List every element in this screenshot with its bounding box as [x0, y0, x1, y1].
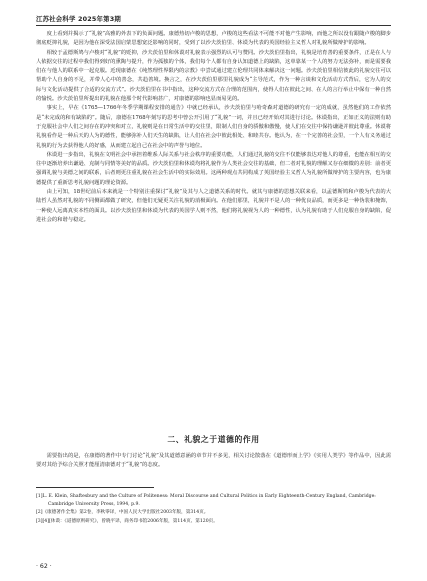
page-number: · 62 ·	[36, 563, 52, 570]
main-body	[36, 30, 391, 428]
paragraph: 由上可知，18世纪前后本来就是一个特别注重探讨“礼貌”及其与人之道德关系的时代。就其与康德的思想关联来看，以孟德斯鸠和卢梭为代表的大陆哲人虽然对礼貌的不同侧面都做了研究，但他们无疑更关注礼貌的消极面向。在他们那里，礼貌并不是人的一种优良品质，而更多是一种伪装和掩饰，一种使人远离真实本性的面具。以沙夫茨伯里和休谟为代表的英国学人则不然，他们将礼貌视为人的一种德性，认为礼貌有助于人们克服自身的缺陷，促进社会的和谐与稳定。	[36, 189, 391, 223]
footnote: [3][4][休谟：《道德原则研究》，曾晓平译，商务印书馆2006年版，第114页、第120页。	[36, 518, 218, 524]
paragraph: 休谟进一步指出，礼貌在文明社会中承担着维系人际关系与社会秩序的重要功能，人们通过礼貌的交往不仅能够表达对他人的尊重，也能在相互的交往中逐渐培养出谦逊、克制与同情等美好的品质。沙夫茨伯里和休谟均将礼貌作为人类社会交往的基础，但二者对礼貌的理解又存在细微的差别：前者更强调礼貌与美德之间的联系，后者则更注重礼貌在社会生活中的实际效用。这两种观点共同构成了英国经验主义哲人为礼貌所做辩护的主要内容，也为康德提供了重新思考礼貌问题的理论资源。	[36, 151, 391, 186]
paragraph: 需要指出的是，在康德的著作中专门讨论“礼貌”及其道德意涵的章节并不多见，相关讨论散落在《道德形而上学》《实用人类学》等作品中，因此需要对其给予综合关照才能厘清康德对于“礼貌”的态度。	[36, 453, 391, 469]
journal-title: 江苏社会科学 2025年第3期	[36, 15, 121, 23]
paragraph: 事实上，早在《1765—1766年冬季学期课程安排的通告》中就已经承认，沙夫茨伯里与哈奇森对道德的研究有一定的成就，虽然他们的工作依然是“未完成的和有缺陷的”。随后，康德在1768年刻写的思考中曾公开引用了“礼貌”一词，并且已经开始对其进行讨论。休谟指出，正如正义的法则有助于克服社会中人们之间存在的冲突和对立，礼貌则是在日常生活中的交往里，限制人们自身的骄傲和傲慢，使人们在交往中保持谦逊并彼此尊重。休谟将礼貌看作是一种后天的人为的德性，能够弥补人们天生的缺陷，让人们在社会中彼此相处、和睦共存。他认为，在一个完善的社会里，一个人有义务通过礼貌的行为去获得他人的好感，从而建立起自己在社会中的声誉与地位。	[36, 105, 391, 149]
footnote: [2]《康德著作全集》第2卷，李秋零译，中国人民大学出版社2003年版，第314页。	[36, 510, 209, 516]
section-body	[36, 452, 391, 480]
section-heading: 二、礼貌之于道德的作用	[167, 435, 260, 444]
footnote: [1]L. E. Klein, Shaftesbury and the Culture of Politeness: Moral Discourse and Cultural Politics in Early Eighteenth-Century England, Cambridge: Cambridge University Press, 1994, p.9.	[36, 494, 376, 508]
running-header	[36, 9, 391, 26]
paragraph: 相较于孟德斯鸠与卢梭对“礼貌”的贬抑，沙夫茨伯里和休谟对礼貌表示强烈的认可与赞同。沙夫茨伯里指出，礼貌是培育善的重要条件，正是在人与人依据交往的过程中我们得到好的熏陶与提升，作为孤独的个体，我们每个人都有自身认知道德上的缺陷，这单靠某一个人的努力无法弥补，而是需要我们在与他人的联系中一起克服。近现康德在《纯然理性界限内的宗教》中尝试通过建立伦理共同体来解决这一问题。沙夫茨伯里相信彼此的礼貌交往可以帮助个人自身的不足，并带人心中的善念，共趋善境。换言之，在沙夫茨伯里那里礼貌成为“主导范式，作为一种言谈和文化活动方式背后，它为人的交际与文化活动提供了合适的交流方式”。沙夫茨伯里在书中指出，这种交流方式在合理的范围内，使得人们在彼此之间、在人的言行举止中保有一种自然的愉悦。沙夫茨伯里所提出的礼貌在他那个时代影响甚广，对康德的影响也显而易见的。	[36, 49, 391, 103]
footnotes	[36, 487, 391, 526]
footnote-divider	[36, 487, 154, 488]
paragraph: 度上看到并揭示了“礼貌”高雅的外表下的负面问题。康德热切卢梭的思想，卢梭的这些看法不可能不对他产生影响，而他之所以没有跟随卢梭的脚步彻底贬抑礼貌，是因为他在深受法国启蒙思想宽泛影响的同时，受到了以沙夫茨伯里、休谟为代表的英国经验主义哲人对礼貌所做辩护的影响。	[36, 31, 391, 47]
